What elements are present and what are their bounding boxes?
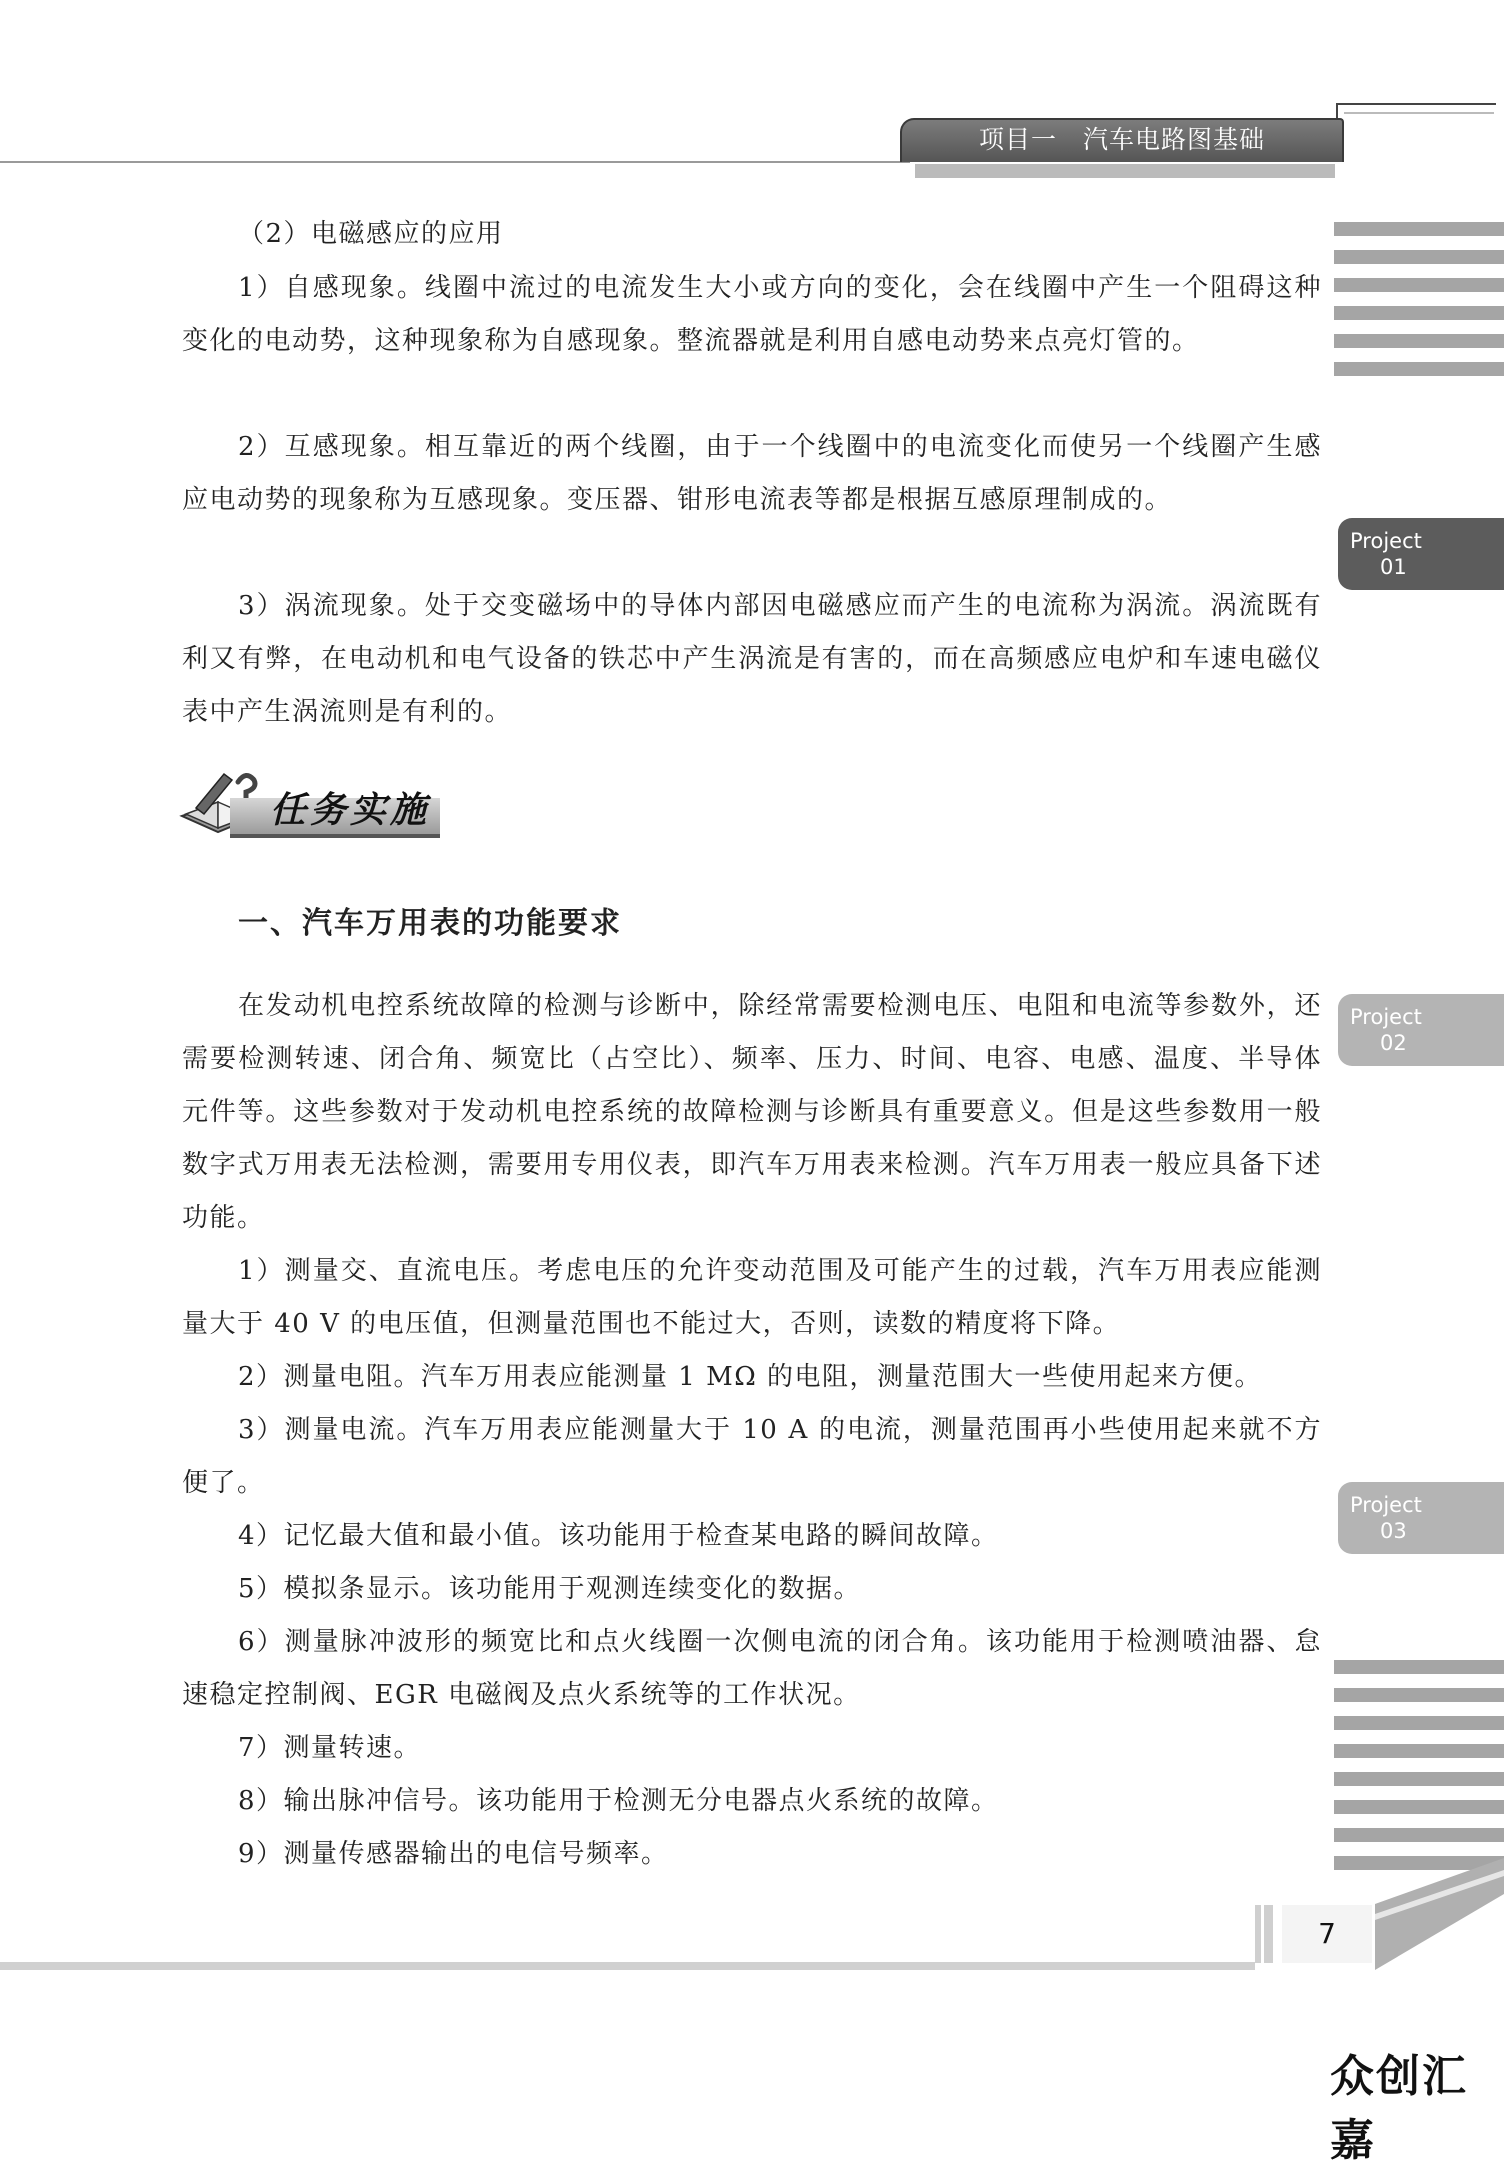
side-tab-number: 02 [1380, 1031, 1407, 1055]
list-item-rpm: 7）测量转速。 [238, 1733, 422, 1763]
watermark-logo: 众创汇嘉 [1330, 2051, 1468, 2166]
side-tab-number: 03 [1380, 1519, 1407, 1543]
list-item-duty-cycle: 6）测量脉冲波形的频宽比和点火线圈一次侧电流的闭合角。该功能用于检测喷油器、怠速稳定控制阀、EGR 电磁阀及点火系统等的工作状况。 [182, 1627, 1322, 1710]
side-tab-label: Project [1350, 1005, 1422, 1029]
footer-bars [1255, 1905, 1273, 1963]
header-tab-shadow [915, 164, 1335, 178]
side-tab-number: 01 [1380, 555, 1407, 579]
side-tab-label: Project [1350, 1493, 1422, 1517]
side-tab-label: Project [1350, 529, 1422, 553]
side-stripes-top [1334, 222, 1504, 390]
list-item-resistance: 2）测量电阻。汽车万用表应能测量 1 MΩ 的电阻，测量范围大一些使用起来方便。 [238, 1362, 1263, 1392]
page-number: 7 [1282, 1905, 1372, 1963]
side-tab-project-02[interactable] [1338, 994, 1504, 1066]
list-item-sensor-frequency: 9）测量传感器输出的电信号频率。 [238, 1839, 669, 1869]
section-heading-multimeter: 一、汽车万用表的功能要求 [238, 906, 622, 941]
list-item-analog-bar: 5）模拟条显示。该功能用于观测连续变化的数据。 [238, 1574, 862, 1604]
badge-title: 任务实施 [270, 790, 431, 831]
header-rule [0, 161, 910, 163]
section-heading-em-induction: （2）电磁感应的应用 [238, 219, 504, 249]
side-tab-project-01[interactable] [1338, 518, 1504, 590]
paragraph-multimeter-intro: 在发动机电控系统故障的检测与诊断中，除经常需要检测电压、电阻和电流等参数外，还需要检测转速、闭合角、频宽比（占空比）、频率、压力、时间、电容、电感、温度、半导体元件等。这些参数对于发动机电控系统的故障检测与诊断具有重要意义。但是这些参数用一般数字式万用表无法检测，需要用专用仪表，即汽车万用表来检测。汽车万用表一般应具备下述功能。 [182, 991, 1322, 1233]
side-tab-project-03[interactable] [1338, 1482, 1504, 1554]
header-title: 项目一 汽车电路图基础 [978, 125, 1265, 154]
paragraph-self-induction: 1）自感现象。线圈中流过的电流发生大小或方向的变化，会在线圈中产生一个阻碍这种变化的电动势，这种现象称为自感现象。整流器就是利用自感电动势来点亮灯管的。 [182, 273, 1322, 356]
paragraph-eddy-current: 3）涡流现象。处于交变磁场中的导体内部因电磁感应而产生的电流称为涡流。涡流既有利又有弊，在电动机和电气设备的铁芯中产生涡流是有害的，而在高频感应电炉和车速电磁仪表中产生涡流则是有利的。 [182, 591, 1322, 727]
header-corner-frame-inner [1344, 112, 1494, 154]
list-item-pulse-output: 8）输出脉冲信号。该功能用于检测无分电器点火系统的故障。 [238, 1786, 999, 1816]
task-badge [178, 768, 440, 838]
footer-rule [0, 1962, 1255, 1970]
list-item-voltage: 1）测量交、直流电压。考虑电压的允许变动范围及可能产生的过载，汽车万用表应能测量大于 40 V 的电压值，但测量范围也不能过大，否则，读数的精度将下降。 [182, 1256, 1322, 1339]
list-item-min-max: 4）记忆最大值和最小值。该功能用于检查某电路的瞬间故障。 [238, 1521, 999, 1551]
side-stripes-bottom [1334, 1660, 1504, 1884]
paragraph-mutual-induction: 2）互感现象。相互靠近的两个线圈，由于一个线圈中的电流变化而使另一个线圈产生感应电动势的现象称为互感现象。变压器、钳形电流表等都是根据互感原理制成的。 [182, 432, 1322, 515]
footer-wedge [1375, 1858, 1504, 1970]
list-item-current: 3）测量电流。汽车万用表应能测量大于 10 A 的电流，测量范围再小些使用起来就不方便了。 [182, 1415, 1322, 1498]
